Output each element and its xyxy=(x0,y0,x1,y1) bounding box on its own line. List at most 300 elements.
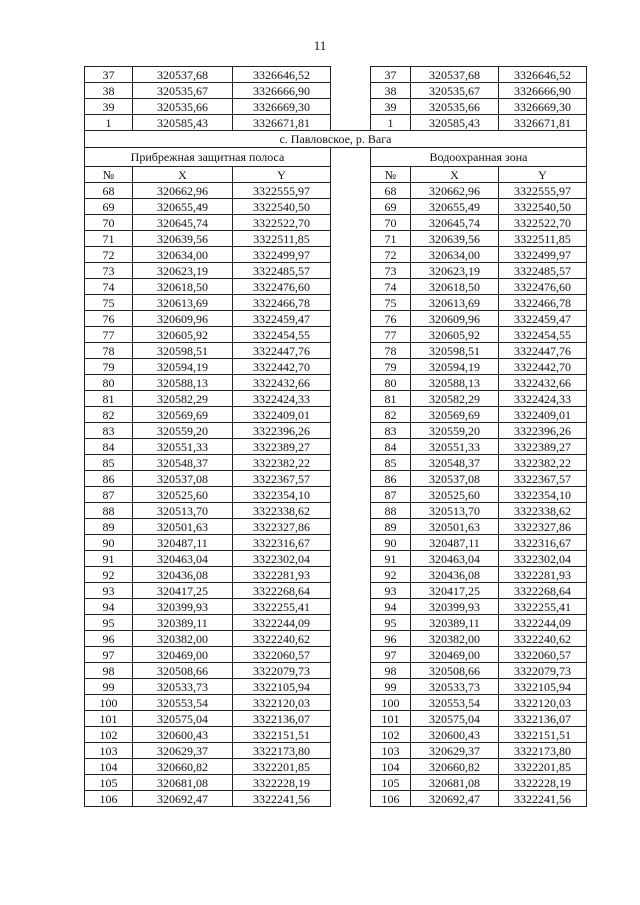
right-point-number: 70 xyxy=(371,215,411,231)
location-title-row xyxy=(85,131,587,148)
right-section-title: Водоохранная зона xyxy=(371,148,587,167)
column-gap xyxy=(331,631,371,647)
left-x-coordinate: 320639,56 xyxy=(133,231,233,247)
table-row xyxy=(85,67,587,83)
left-point-number: 79 xyxy=(85,359,133,375)
right-y-coordinate: 3322241,56 xyxy=(499,791,587,807)
right-point-number: 89 xyxy=(371,519,411,535)
right-point-number: 75 xyxy=(371,295,411,311)
right-y-coordinate: 3322447,76 xyxy=(499,343,587,359)
left-point-number: 78 xyxy=(85,343,133,359)
right-y-coordinate: 3326666,90 xyxy=(499,83,587,99)
right-point-number: 105 xyxy=(371,775,411,791)
left-x-coordinate: 320535,67 xyxy=(133,83,233,99)
right-y-coordinate: 3322555,97 xyxy=(499,183,587,199)
right-y-coordinate: 3322367,57 xyxy=(499,471,587,487)
right-x-coordinate: 320537,08 xyxy=(411,471,499,487)
right-point-number: 79 xyxy=(371,359,411,375)
left-section-title: Прибрежная защитная полоса xyxy=(85,148,331,167)
left-point-number: 39 xyxy=(85,99,133,115)
right-y-coordinate: 3322316,67 xyxy=(499,535,587,551)
table-row xyxy=(85,503,587,519)
left-y-coordinate: 3322240,62 xyxy=(233,631,331,647)
column-gap xyxy=(331,295,371,311)
left-header-y: Y xyxy=(233,167,331,183)
right-y-coordinate: 3322454,55 xyxy=(499,327,587,343)
left-point-number: 75 xyxy=(85,295,133,311)
right-x-coordinate: 320501,63 xyxy=(411,519,499,535)
column-gap xyxy=(331,343,371,359)
left-x-coordinate: 320501,63 xyxy=(133,519,233,535)
right-x-coordinate: 320436,08 xyxy=(411,567,499,583)
left-x-coordinate: 320417,25 xyxy=(133,583,233,599)
right-x-coordinate: 320609,96 xyxy=(411,311,499,327)
right-x-coordinate: 320662,96 xyxy=(411,183,499,199)
left-point-number: 73 xyxy=(85,263,133,279)
table-row xyxy=(85,115,587,131)
left-y-coordinate: 3322241,56 xyxy=(233,791,331,807)
right-x-coordinate: 320660,82 xyxy=(411,759,499,775)
column-gap xyxy=(331,775,371,791)
column-gap xyxy=(331,791,371,807)
right-x-coordinate: 320548,37 xyxy=(411,455,499,471)
table-row xyxy=(85,743,587,759)
left-y-coordinate: 3322499,97 xyxy=(233,247,331,263)
left-point-number: 96 xyxy=(85,631,133,647)
right-y-coordinate: 3322201,85 xyxy=(499,759,587,775)
table-row xyxy=(85,391,587,407)
left-point-number: 103 xyxy=(85,743,133,759)
left-point-number: 102 xyxy=(85,727,133,743)
left-x-coordinate: 320551,33 xyxy=(133,439,233,455)
left-point-number: 76 xyxy=(85,311,133,327)
left-point-number: 72 xyxy=(85,247,133,263)
left-y-coordinate: 3322173,80 xyxy=(233,743,331,759)
right-x-coordinate: 320582,29 xyxy=(411,391,499,407)
right-y-coordinate: 3322424,33 xyxy=(499,391,587,407)
left-y-coordinate: 3322302,04 xyxy=(233,551,331,567)
left-point-number: 71 xyxy=(85,231,133,247)
column-gap xyxy=(331,231,371,247)
left-y-coordinate: 3322476,60 xyxy=(233,279,331,295)
table-row xyxy=(85,567,587,583)
table-row xyxy=(85,551,587,567)
table-row xyxy=(85,631,587,647)
column-gap xyxy=(331,551,371,567)
right-point-number: 78 xyxy=(371,343,411,359)
right-x-coordinate: 320533,73 xyxy=(411,679,499,695)
column-gap xyxy=(331,183,371,199)
right-point-number: 94 xyxy=(371,599,411,615)
left-y-coordinate: 3322485,57 xyxy=(233,263,331,279)
right-header-num: № xyxy=(371,167,411,183)
table-row xyxy=(85,791,587,807)
table-row xyxy=(85,455,587,471)
column-gap xyxy=(331,471,371,487)
table-row xyxy=(85,407,587,423)
left-point-number: 70 xyxy=(85,215,133,231)
right-point-number: 77 xyxy=(371,327,411,343)
table-row xyxy=(85,343,587,359)
table-row xyxy=(85,247,587,263)
column-gap xyxy=(331,375,371,391)
table-row xyxy=(85,695,587,711)
right-x-coordinate: 320692,47 xyxy=(411,791,499,807)
column-gap xyxy=(331,67,371,83)
right-y-coordinate: 3326669,30 xyxy=(499,99,587,115)
table-row xyxy=(85,519,587,535)
left-point-number: 94 xyxy=(85,599,133,615)
right-point-number: 106 xyxy=(371,791,411,807)
left-point-number: 90 xyxy=(85,535,133,551)
location-title: с. Павловское, р. Вага xyxy=(85,131,587,148)
column-gap xyxy=(331,439,371,455)
left-point-number: 100 xyxy=(85,695,133,711)
table-row xyxy=(85,471,587,487)
column-gap xyxy=(331,519,371,535)
right-y-coordinate: 3322173,80 xyxy=(499,743,587,759)
right-y-coordinate: 3322228,19 xyxy=(499,775,587,791)
right-x-coordinate: 320681,08 xyxy=(411,775,499,791)
left-y-coordinate: 3322447,76 xyxy=(233,343,331,359)
column-gap xyxy=(331,148,371,167)
right-point-number: 80 xyxy=(371,375,411,391)
right-x-coordinate: 320537,68 xyxy=(411,67,499,83)
right-x-coordinate: 320605,92 xyxy=(411,327,499,343)
left-x-coordinate: 320588,13 xyxy=(133,375,233,391)
table-row xyxy=(85,583,587,599)
right-point-number: 104 xyxy=(371,759,411,775)
right-y-coordinate: 3322522,70 xyxy=(499,215,587,231)
column-gap xyxy=(331,615,371,631)
right-point-number: 82 xyxy=(371,407,411,423)
column-gap xyxy=(331,583,371,599)
right-point-number: 72 xyxy=(371,247,411,263)
table-row xyxy=(85,647,587,663)
right-y-coordinate: 3322302,04 xyxy=(499,551,587,567)
table-row xyxy=(85,295,587,311)
column-gap xyxy=(331,215,371,231)
table-row xyxy=(85,487,587,503)
right-point-number: 73 xyxy=(371,263,411,279)
left-point-number: 88 xyxy=(85,503,133,519)
column-gap xyxy=(331,199,371,215)
right-point-number: 38 xyxy=(371,83,411,99)
top-rows xyxy=(85,67,587,131)
table-row xyxy=(85,231,587,247)
left-x-coordinate: 320618,50 xyxy=(133,279,233,295)
right-y-coordinate: 3322255,41 xyxy=(499,599,587,615)
right-x-coordinate: 320525,60 xyxy=(411,487,499,503)
left-x-coordinate: 320634,00 xyxy=(133,247,233,263)
left-x-coordinate: 320655,49 xyxy=(133,199,233,215)
left-x-coordinate: 320533,73 xyxy=(133,679,233,695)
right-y-coordinate: 3322485,57 xyxy=(499,263,587,279)
left-y-coordinate: 3322268,64 xyxy=(233,583,331,599)
column-gap xyxy=(331,711,371,727)
right-point-number: 99 xyxy=(371,679,411,695)
column-gap xyxy=(331,759,371,775)
left-x-coordinate: 320613,69 xyxy=(133,295,233,311)
table-row xyxy=(85,599,587,615)
left-y-coordinate: 3322396,26 xyxy=(233,423,331,439)
left-y-coordinate: 3322120,03 xyxy=(233,695,331,711)
table-row xyxy=(85,183,587,199)
left-point-number: 95 xyxy=(85,615,133,631)
right-point-number: 86 xyxy=(371,471,411,487)
right-x-coordinate: 320594,19 xyxy=(411,359,499,375)
left-point-number: 89 xyxy=(85,519,133,535)
left-point-number: 104 xyxy=(85,759,133,775)
right-x-coordinate: 320508,66 xyxy=(411,663,499,679)
right-x-coordinate: 320613,69 xyxy=(411,295,499,311)
left-y-coordinate: 3322327,86 xyxy=(233,519,331,535)
right-point-number: 90 xyxy=(371,535,411,551)
left-point-number: 99 xyxy=(85,679,133,695)
right-point-number: 39 xyxy=(371,99,411,115)
left-point-number: 86 xyxy=(85,471,133,487)
right-x-coordinate: 320575,04 xyxy=(411,711,499,727)
right-y-coordinate: 3322120,03 xyxy=(499,695,587,711)
right-point-number: 85 xyxy=(371,455,411,471)
right-point-number: 91 xyxy=(371,551,411,567)
left-y-coordinate: 3322540,50 xyxy=(233,199,331,215)
left-point-number: 92 xyxy=(85,567,133,583)
right-header-x: X xyxy=(411,167,499,183)
right-y-coordinate: 3322268,64 xyxy=(499,583,587,599)
column-gap xyxy=(331,455,371,471)
right-point-number: 87 xyxy=(371,487,411,503)
left-point-number: 74 xyxy=(85,279,133,295)
table-row xyxy=(85,359,587,375)
table-row xyxy=(85,215,587,231)
column-gap xyxy=(331,679,371,695)
right-x-coordinate: 320382,00 xyxy=(411,631,499,647)
left-x-coordinate: 320389,11 xyxy=(133,615,233,631)
right-x-coordinate: 320553,54 xyxy=(411,695,499,711)
column-gap xyxy=(331,567,371,583)
left-y-coordinate: 3322522,70 xyxy=(233,215,331,231)
right-x-coordinate: 320598,51 xyxy=(411,343,499,359)
left-x-coordinate: 320582,29 xyxy=(133,391,233,407)
left-x-coordinate: 320548,37 xyxy=(133,455,233,471)
left-y-coordinate: 3322466,78 xyxy=(233,295,331,311)
left-y-coordinate: 3322105,94 xyxy=(233,679,331,695)
right-point-number: 93 xyxy=(371,583,411,599)
right-point-number: 92 xyxy=(371,567,411,583)
column-gap xyxy=(331,423,371,439)
right-point-number: 97 xyxy=(371,647,411,663)
column-gap xyxy=(331,487,371,503)
right-y-coordinate: 3322240,62 xyxy=(499,631,587,647)
left-y-coordinate: 3326669,30 xyxy=(233,99,331,115)
left-point-number: 69 xyxy=(85,199,133,215)
left-point-number: 37 xyxy=(85,67,133,83)
right-y-coordinate: 3322354,10 xyxy=(499,487,587,503)
right-point-number: 81 xyxy=(371,391,411,407)
left-point-number: 87 xyxy=(85,487,133,503)
left-y-coordinate: 3322382,22 xyxy=(233,455,331,471)
left-x-coordinate: 320559,20 xyxy=(133,423,233,439)
right-y-coordinate: 3322459,47 xyxy=(499,311,587,327)
left-point-number: 82 xyxy=(85,407,133,423)
right-y-coordinate: 3322442,70 xyxy=(499,359,587,375)
right-y-coordinate: 3322136,07 xyxy=(499,711,587,727)
right-point-number: 37 xyxy=(371,67,411,83)
left-x-coordinate: 320605,92 xyxy=(133,327,233,343)
left-y-coordinate: 3326646,52 xyxy=(233,67,331,83)
right-y-coordinate: 3322079,73 xyxy=(499,663,587,679)
left-x-coordinate: 320681,08 xyxy=(133,775,233,791)
table-row xyxy=(85,199,587,215)
right-y-coordinate: 3322511,85 xyxy=(499,231,587,247)
left-y-coordinate: 3322244,09 xyxy=(233,615,331,631)
right-x-coordinate: 320487,11 xyxy=(411,535,499,551)
left-y-coordinate: 3322367,57 xyxy=(233,471,331,487)
right-x-coordinate: 320588,13 xyxy=(411,375,499,391)
left-y-coordinate: 3326666,90 xyxy=(233,83,331,99)
left-point-number: 80 xyxy=(85,375,133,391)
left-header-x: X xyxy=(133,167,233,183)
left-x-coordinate: 320382,00 xyxy=(133,631,233,647)
column-gap xyxy=(331,279,371,295)
table-row xyxy=(85,375,587,391)
left-y-coordinate: 3322511,85 xyxy=(233,231,331,247)
left-x-coordinate: 320609,96 xyxy=(133,311,233,327)
left-y-coordinate: 3322454,55 xyxy=(233,327,331,343)
left-point-number: 77 xyxy=(85,327,133,343)
column-gap xyxy=(331,647,371,663)
column-gap xyxy=(331,263,371,279)
column-gap xyxy=(331,743,371,759)
left-x-coordinate: 320463,04 xyxy=(133,551,233,567)
column-gap xyxy=(331,359,371,375)
table-row xyxy=(85,535,587,551)
left-point-number: 91 xyxy=(85,551,133,567)
right-x-coordinate: 320535,67 xyxy=(411,83,499,99)
right-y-coordinate: 3322281,93 xyxy=(499,567,587,583)
left-y-coordinate: 3322201,85 xyxy=(233,759,331,775)
right-y-coordinate: 3322476,60 xyxy=(499,279,587,295)
right-x-coordinate: 320585,43 xyxy=(411,115,499,131)
right-y-coordinate: 3322382,22 xyxy=(499,455,587,471)
table-row xyxy=(85,615,587,631)
coordinates-table xyxy=(84,66,587,807)
table-row xyxy=(85,83,587,99)
right-y-coordinate: 3322540,50 xyxy=(499,199,587,215)
right-point-number: 74 xyxy=(371,279,411,295)
right-x-coordinate: 320618,50 xyxy=(411,279,499,295)
column-gap xyxy=(331,311,371,327)
right-y-coordinate: 3322327,86 xyxy=(499,519,587,535)
section-title-row xyxy=(85,148,587,167)
right-point-number: 96 xyxy=(371,631,411,647)
right-point-number: 68 xyxy=(371,183,411,199)
left-x-coordinate: 320692,47 xyxy=(133,791,233,807)
left-x-coordinate: 320525,60 xyxy=(133,487,233,503)
right-y-coordinate: 3322389,27 xyxy=(499,439,587,455)
left-y-coordinate: 3322389,27 xyxy=(233,439,331,455)
left-x-coordinate: 320537,08 xyxy=(133,471,233,487)
right-point-number: 76 xyxy=(371,311,411,327)
table-row xyxy=(85,727,587,743)
right-header-y: Y xyxy=(499,167,587,183)
left-point-number: 38 xyxy=(85,83,133,99)
column-gap xyxy=(331,503,371,519)
left-x-coordinate: 320594,19 xyxy=(133,359,233,375)
right-x-coordinate: 320639,56 xyxy=(411,231,499,247)
right-y-coordinate: 3326646,52 xyxy=(499,67,587,83)
column-gap xyxy=(331,663,371,679)
left-y-coordinate: 3322281,93 xyxy=(233,567,331,583)
left-x-coordinate: 320575,04 xyxy=(133,711,233,727)
left-y-coordinate: 3322424,33 xyxy=(233,391,331,407)
left-x-coordinate: 320585,43 xyxy=(133,115,233,131)
left-x-coordinate: 320598,51 xyxy=(133,343,233,359)
right-x-coordinate: 320600,43 xyxy=(411,727,499,743)
column-gap xyxy=(331,247,371,263)
column-gap xyxy=(331,535,371,551)
right-point-number: 84 xyxy=(371,439,411,455)
left-point-number: 97 xyxy=(85,647,133,663)
left-y-coordinate: 3322255,41 xyxy=(233,599,331,615)
column-gap xyxy=(331,391,371,407)
left-x-coordinate: 320553,54 xyxy=(133,695,233,711)
right-y-coordinate: 3322060,57 xyxy=(499,647,587,663)
table-row xyxy=(85,423,587,439)
left-y-coordinate: 3322079,73 xyxy=(233,663,331,679)
right-point-number: 69 xyxy=(371,199,411,215)
left-point-number: 1 xyxy=(85,115,133,131)
left-x-coordinate: 320399,93 xyxy=(133,599,233,615)
right-point-number: 95 xyxy=(371,615,411,631)
right-x-coordinate: 320634,00 xyxy=(411,247,499,263)
left-x-coordinate: 320623,19 xyxy=(133,263,233,279)
right-x-coordinate: 320655,49 xyxy=(411,199,499,215)
left-point-number: 106 xyxy=(85,791,133,807)
left-x-coordinate: 320508,66 xyxy=(133,663,233,679)
right-x-coordinate: 320559,20 xyxy=(411,423,499,439)
right-y-coordinate: 3322105,94 xyxy=(499,679,587,695)
left-point-number: 98 xyxy=(85,663,133,679)
table-row xyxy=(85,775,587,791)
column-gap xyxy=(331,83,371,99)
left-x-coordinate: 320469,00 xyxy=(133,647,233,663)
right-point-number: 102 xyxy=(371,727,411,743)
right-point-number: 101 xyxy=(371,711,411,727)
right-y-coordinate: 3322466,78 xyxy=(499,295,587,311)
left-y-coordinate: 3322555,97 xyxy=(233,183,331,199)
left-y-coordinate: 3322316,67 xyxy=(233,535,331,551)
left-header-num: № xyxy=(85,167,133,183)
right-x-coordinate: 320645,74 xyxy=(411,215,499,231)
table-row xyxy=(85,263,587,279)
right-x-coordinate: 320551,33 xyxy=(411,439,499,455)
left-x-coordinate: 320660,82 xyxy=(133,759,233,775)
left-point-number: 83 xyxy=(85,423,133,439)
column-gap xyxy=(331,167,371,183)
left-point-number: 68 xyxy=(85,183,133,199)
right-point-number: 103 xyxy=(371,743,411,759)
left-x-coordinate: 320645,74 xyxy=(133,215,233,231)
left-x-coordinate: 320600,43 xyxy=(133,727,233,743)
left-y-coordinate: 3322432,66 xyxy=(233,375,331,391)
column-header-row xyxy=(85,167,587,183)
right-y-coordinate: 3322338,62 xyxy=(499,503,587,519)
right-y-coordinate: 3322432,66 xyxy=(499,375,587,391)
left-point-number: 101 xyxy=(85,711,133,727)
right-x-coordinate: 320389,11 xyxy=(411,615,499,631)
